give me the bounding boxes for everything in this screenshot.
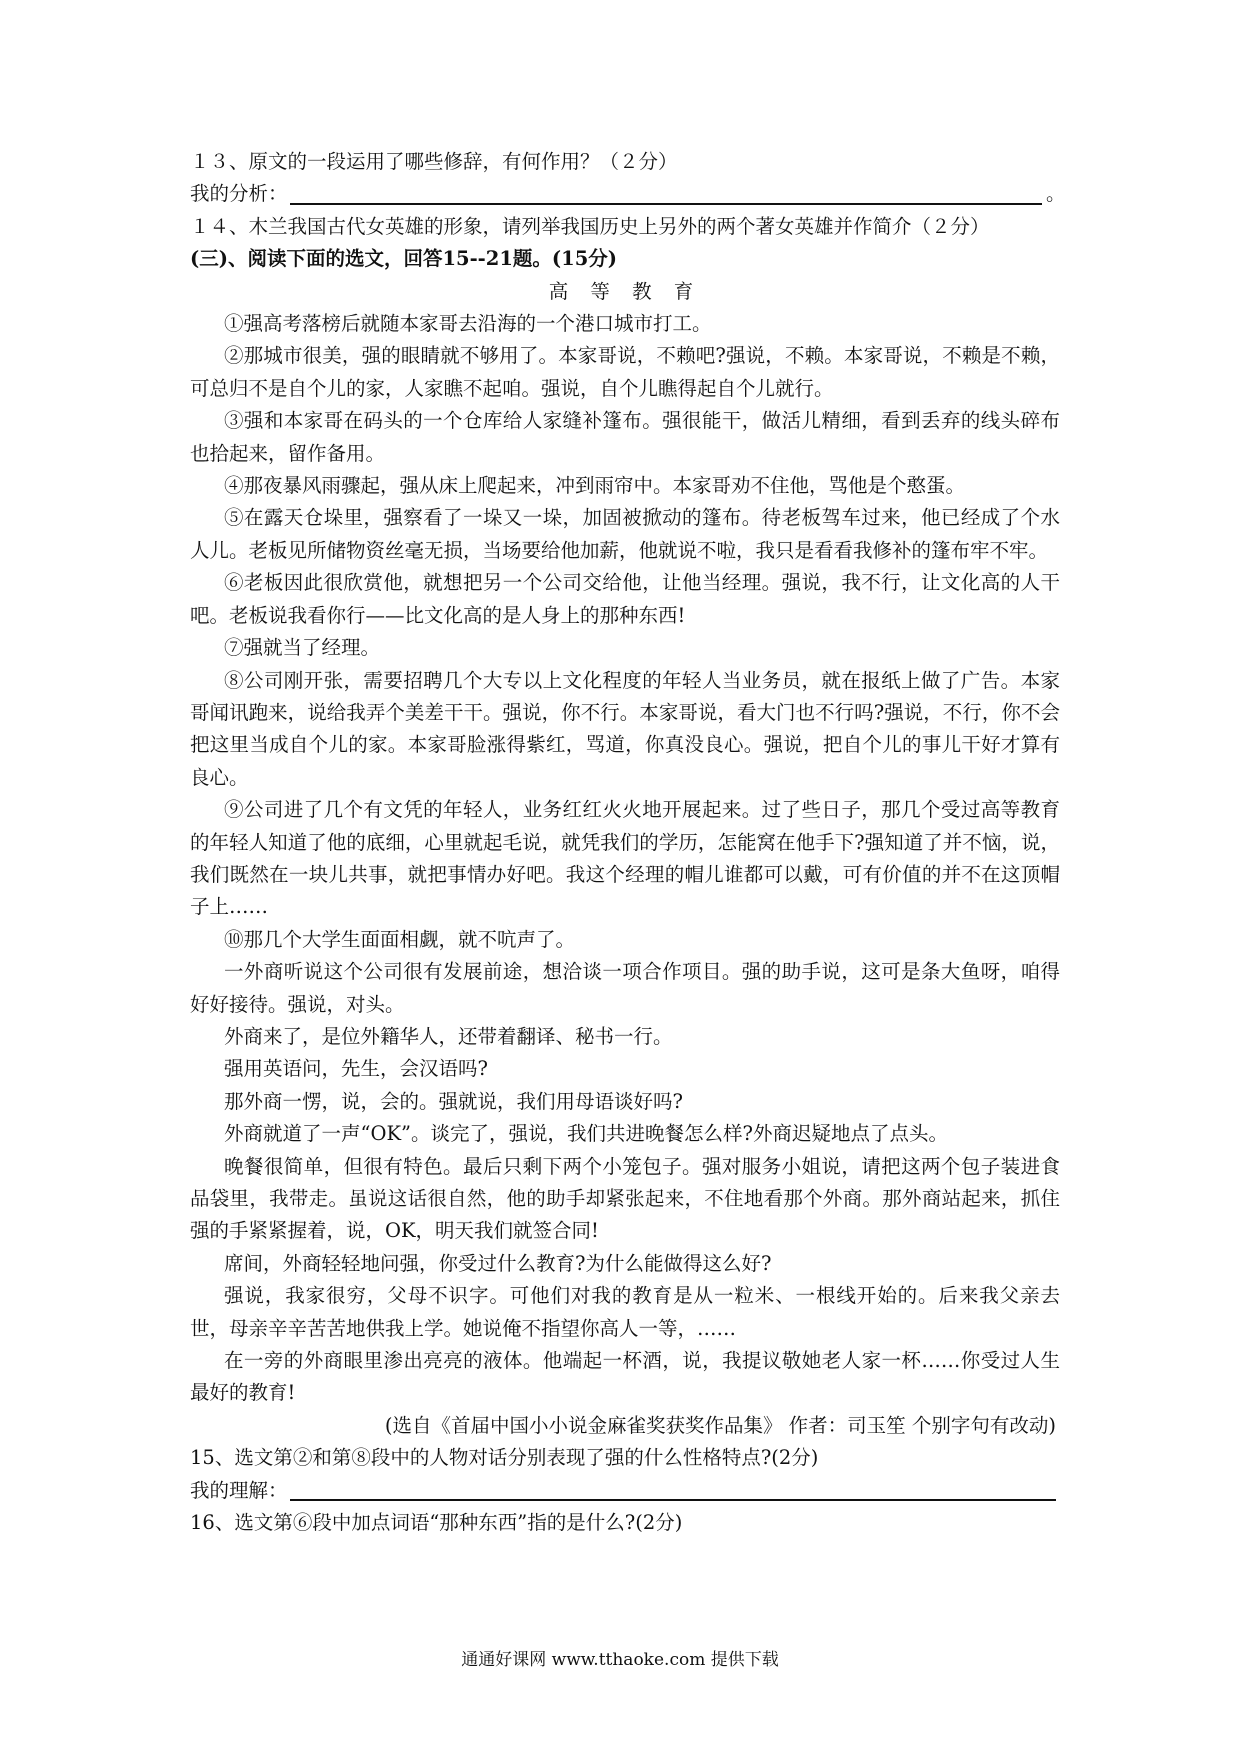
story-paragraph-19: 在一旁的外商眼里渗出亮亮的液体。他端起一杯酒，说，我提议敬她老人家一杯……你受过人生最好的教育! [190, 1349, 1060, 1405]
story-paragraph-18: 强说，我家很穷，父母不识字。可他们对我的教育是从一粒米、一根线开始的。后来我父亲去世，母亲辛辛苦苦地供我上学。她说俺不指望你高人一等，…… [190, 1284, 1060, 1340]
story-paragraph-13: 强用英语问，先生，会汉语吗? [224, 1057, 488, 1081]
story-paragraph-17: 席间，外商轻轻地问强，你受过什么教育?为什么能做得这么好? [224, 1251, 772, 1275]
answer-15-line[interactable] [290, 1499, 1056, 1501]
story-paragraph-6: ⑥老板因此很欣赏他，就想把另一个公司交给他，让他当经理。强说，我不行，让文化高的人干吧。老板说我看你行——比文化高的是人身上的那种东西! [190, 571, 1060, 627]
question-13: １３、原文的一段运用了哪些修辞，有何作用？（２分） [190, 150, 678, 173]
answer-13-row [190, 178, 1066, 210]
answer-13-end: 。 [1046, 182, 1066, 206]
story-source: (选自《首届中国小小说金麻雀奖获奖作品集》 作者：司玉笙 个别字句有改动) [384, 1413, 1056, 1437]
page-content [190, 146, 1066, 1539]
story-paragraph-3: ③强和本家哥在码头的一个仓库给人家缝补篷布。强很能干，做活儿精细，看到丢弃的线头碎布也拾起来，留作备用。 [190, 409, 1060, 465]
story-title: 高 等 教 育 [548, 279, 702, 303]
story-paragraph-9: ⑨公司进了几个有文凭的年轻人，业务红红火火地开展起来。过了些日子，那几个受过高等教育的年轻人知道了他的底细，心里就起毛说，就凭我们的学历，怎能窝在他手下?强知道了并不恼，说，我们既然在一块儿共事，就把事情办好吧。我这个经理的帽儿谁都可以戴，可有价值的并不在这顶帽子上…… [190, 798, 1060, 919]
question-16: 16、选文第⑥段中加点词语“那种东西”指的是什么?(2分) [190, 1511, 683, 1535]
story-paragraph-5: ⑤在露天仓垛里，强察看了一垛又一垛，加固被掀动的篷布。待老板驾车过来，他已经成了个水人儿。老板见所储物资丝毫无损，当场要给他加薪，他就说不啦，我只是看看我修补的篷布牢不牢。 [190, 506, 1060, 562]
story-paragraph-4: ④那夜暴风雨骤起，强从床上爬起来，冲到雨帘中。本家哥劝不住他，骂他是个憨蛋。 [224, 474, 966, 498]
answer-13-label: 我的分析： [190, 182, 288, 206]
answer-13-line[interactable] [290, 203, 1042, 205]
story-paragraph-12: 外商来了，是位外籍华人，还带着翻译、秘书一行。 [224, 1024, 673, 1048]
answer-15-row [190, 1475, 1060, 1507]
story-paragraph-15: 外商就道了一声“OK”。谈完了，强说，我们共进晚餐怎么样?外商迟疑地点了点头。 [224, 1122, 948, 1146]
story-paragraph-14: 那外商一愣，说，会的。强就说，我们用母语谈好吗? [224, 1089, 683, 1113]
page-footer: 通通好课网 www.tthaoke.com 提供下载 [461, 1650, 779, 1670]
story-paragraph-11: 一外商听说这个公司很有发展前途，想洽谈一项合作项目。强的助手说，这可是条大鱼呀，咱得好好接待。强说，对头。 [190, 960, 1060, 1016]
answer-15-label: 我的理解： [190, 1478, 288, 1502]
story-paragraph-1: ①强高考落榜后就随本家哥去沿海的一个港口城市打工。 [224, 312, 712, 336]
story-paragraph-10: ⑩那几个大学生面面相觑，就不吭声了。 [224, 927, 576, 951]
question-14: １４、木兰我国古代女英雄的形象，请列举我国历史上另外的两个著女英雄并作简介（２分） [190, 214, 990, 238]
section-3-heading: (三)、阅读下面的选文，回答15--21题。(15分) [190, 247, 618, 271]
question-15: 15、选文第②和第⑧段中的人物对话分别表现了强的什么性格特点?(2分) [190, 1446, 819, 1470]
story-paragraph-8: ⑧公司刚开张，需要招聘几个大专以上文化程度的年轻人当业务员，就在报纸上做了广告。本家哥闻讯跑来，说给我弄个美差干干。强说，你不行。本家哥说，看大门也不行吗?强说，不行，你不会把这里当成自个儿的家。本家哥脸涨得紫红，骂道，你真没良心。强说，把自个儿的事儿干好才算有良心。 [190, 668, 1060, 789]
story-paragraph-7: ⑦强就当了经理。 [224, 636, 381, 660]
story-paragraph-2: ②那城市很美，强的眼睛就不够用了。本家哥说，不赖吧?强说，不赖。本家哥说，不赖是不赖，可总归不是自个儿的家，人家瞧不起咱。强说，自个儿瞧得起自个儿就行。 [190, 344, 1060, 400]
story-paragraph-16: 晚餐很简单，但很有特色。最后只剩下两个小笼包子。强对服务小姐说，请把这两个包子装进食品袋里，我带走。虽说这话很自然，他的助手却紧张起来，不住地看那个外商。那外商站起来，抓住强的手紧紧握着，说，OK，明天我们就签合同! [190, 1154, 1060, 1243]
